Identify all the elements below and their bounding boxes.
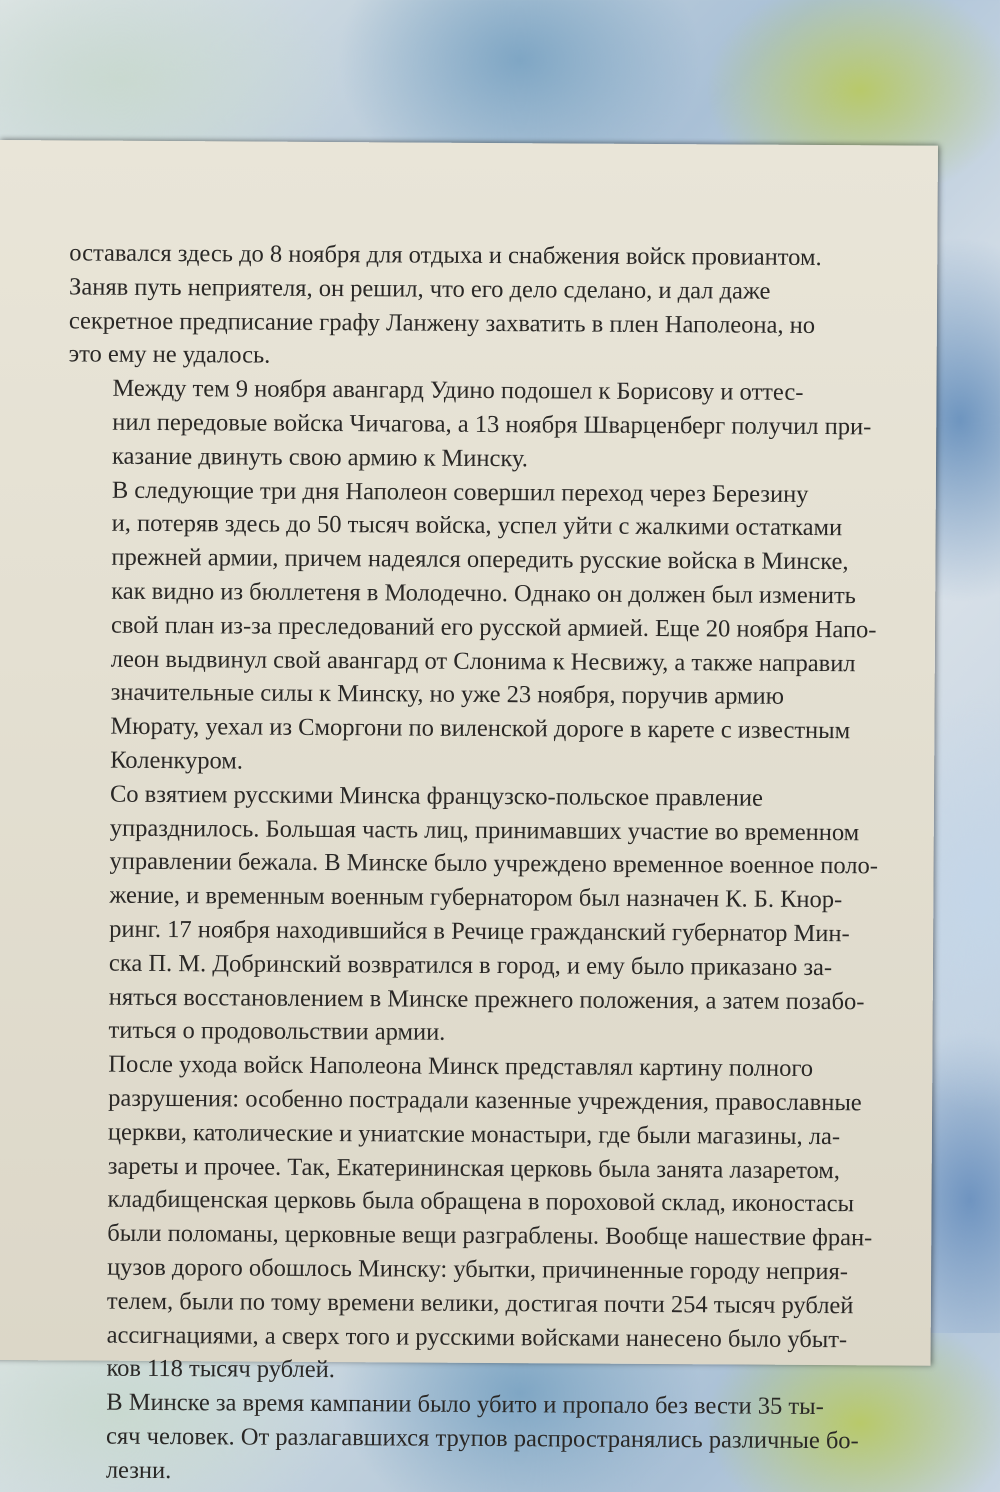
text-line: оставался здесь до 8 ноября для отдыха и снабжения войск провиантом.	[69, 239, 822, 272]
paragraph	[62, 1385, 859, 1491]
text-line: как видно из бюллетеня в Молодечно. Однако он должен был изменить	[111, 577, 856, 610]
text-line: телем, были по тому времени велики, достигая почти 254 тысяч рублей	[106, 1287, 854, 1319]
text-line: цузов дорого обошлось Минску: убытки, причиненные городу неприя-	[107, 1253, 849, 1286]
text-line: упразднилось. Большая часть лиц, принимавших участие во временном	[109, 814, 860, 846]
text-line: Мюрату, уехал из Сморгони по виленской дороге в карете с известным	[110, 712, 851, 745]
text-line: свой план из-за преследований его русской армией. Еще 20 ноября Напо-	[110, 611, 877, 644]
paragraph	[64, 777, 879, 1052]
paragraph	[66, 473, 877, 782]
text-line: ассигнациями, а сверх того и русскими войсками нанесено было убыт-	[106, 1321, 848, 1353]
text-line: разрушения: особенно пострадали казенные учреждения, православные	[108, 1084, 862, 1117]
text-line: ков 118 тысяч рублей.	[106, 1354, 335, 1384]
book-page	[0, 140, 938, 1484]
text-line: ринг. 17 ноября находившийся в Речице гражданский губернатор Мин-	[109, 915, 850, 948]
text-line: В следующие три дня Наполеон совершил переход через Березину	[111, 476, 809, 508]
paragraph	[69, 236, 860, 376]
text-line: Коленкуром.	[110, 746, 244, 775]
text-line: няться восстановлением в Минске прежнего положения, а затем позабо-	[108, 983, 865, 1015]
text-line: Со взятием русскими Минска французско-польское правление	[109, 780, 764, 812]
text-line: церкви, католические и униатские монастыри, где были магазины, ла-	[107, 1118, 841, 1150]
text-line: сяч человек. От разлагавшихся трупов распространялись различные бо-	[106, 1422, 859, 1455]
text-line: значительные силы к Минску, но уже 23 ноября, поручив армию	[110, 679, 785, 711]
text-line: леон выдвинул свой авангард от Слонима к Несвижу, а также направил	[110, 645, 856, 677]
text-line: это ему не удалось.	[68, 340, 271, 370]
text-line: казание двинуть свою армию к Минску.	[111, 442, 528, 473]
paragraph	[62, 1048, 873, 1391]
text-line: были поломаны, церковные вещи разграблены. Вообще нашествие фран-	[107, 1219, 873, 1252]
text-line: В Минске за время кампании было убито и пропало без вести 35 ты-	[106, 1388, 824, 1421]
text-line: ска П. М. Добринский возвратился в город, и ему было приказано за-	[108, 949, 833, 981]
text-line: кладбищенская церковь была обращена в пороховой склад, иконостасы	[107, 1185, 855, 1218]
text-line: титься о продовольствии армии.	[108, 1017, 446, 1047]
text-line: прежней армии, причем надеялся опередить русские войска в Минске,	[111, 543, 849, 576]
text-line: секретное предписание графу Ланжену захватить в плен Наполеона, но	[68, 307, 816, 339]
text-line: Заняв путь неприятеля, он решил, что его дело сделано, и дал даже	[69, 273, 771, 305]
text-line: нил передовые войска Чичагова, а 13 ноября Шварценберг получил при-	[112, 408, 872, 441]
text-line: управлении бежала. В Минске было учреждено временное военное поло-	[109, 848, 879, 880]
text-line: Между тем 9 ноября авангард Удино подошел к Борисову и оттес-	[112, 374, 804, 407]
text-line: зареты и прочее. Так, Екатерининская церковь была занята лазаретом,	[107, 1152, 841, 1184]
text-line: лезни.	[105, 1456, 172, 1484]
text-line: и, потеряв здесь до 50 тысяч войска, успел уйти с жалкими остатками	[111, 510, 843, 542]
paragraph	[68, 372, 872, 478]
text-line: После ухода войск Наполеона Минск представлял картину полного	[108, 1050, 814, 1083]
page-text	[62, 236, 879, 1491]
text-line: жение, и временным военным губернатором был назначен К. Б. Кнор-	[109, 881, 843, 914]
